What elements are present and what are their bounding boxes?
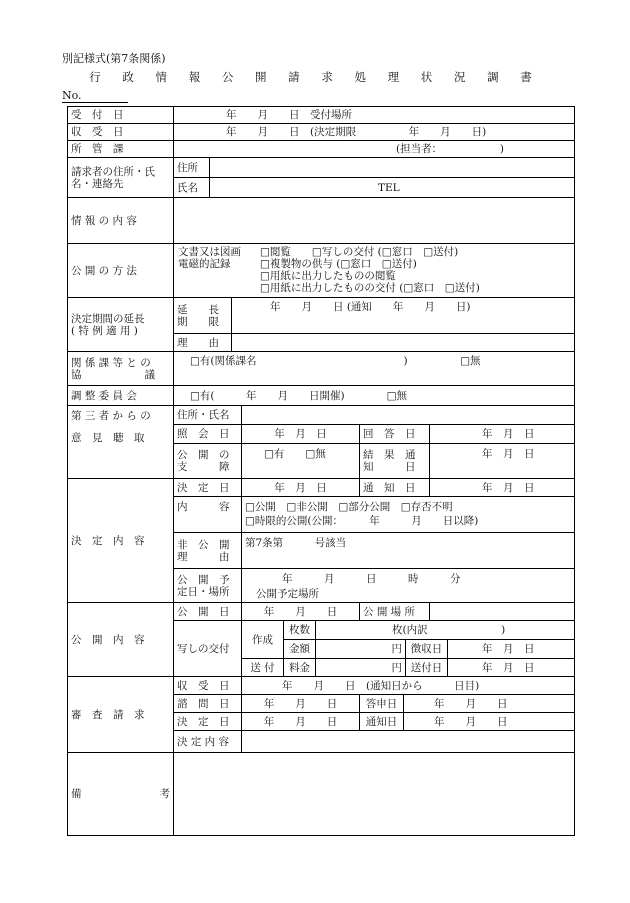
label-address: 住所: [173, 157, 209, 177]
label-kettei: 決 定 内 容: [67, 478, 173, 602]
encho-riyu-field[interactable]: [231, 333, 575, 351]
label-hikokai-line2: 理 由: [177, 550, 230, 563]
label-seikyusha: [67, 157, 173, 197]
kettei-naiyo-field[interactable]: [241, 496, 575, 532]
label-seikyusha-line1: 請求者の住所・氏: [71, 166, 155, 178]
label-kingaku: 金額: [283, 639, 315, 658]
label-biko-char1: 備: [71, 788, 82, 800]
kokai-date-field[interactable]: 年 月 日: [241, 602, 359, 620]
processing-status-form: [67, 106, 575, 836]
label-shuju: 収 受 日: [67, 123, 173, 140]
label-kokai-shisho-line1: 公 開 の: [177, 449, 230, 461]
label-encho-line1: 決定期間の延長: [71, 312, 145, 325]
label-kokai-date: 公 開 日: [173, 602, 241, 620]
label-yotei-line1: 公 開 予: [177, 573, 230, 586]
label-daisansha-addr: 住所・氏名: [173, 405, 241, 424]
label-shinsa-shuju: 収 受 日: [173, 676, 241, 694]
kettei-tsuchi-field[interactable]: 年 月 日: [429, 478, 575, 496]
kokai-place-field[interactable]: [429, 602, 575, 620]
encho-kikan-field[interactable]: 年 月 日 (通知 年 月 日): [231, 297, 575, 333]
label-seikyusha-line2: 名・連絡先: [71, 178, 124, 190]
label-hikokai: [173, 532, 241, 568]
name-field[interactable]: TEL: [209, 177, 575, 197]
label-daisansha: [67, 405, 173, 478]
sofubi-field[interactable]: 年 月 日: [447, 658, 575, 676]
label-encho-kikan: [173, 297, 231, 333]
address-field[interactable]: [209, 157, 575, 177]
media-electronic: 電磁的記録: [178, 258, 231, 270]
kettei-naiyo-options-2[interactable]: □時限的公開(公開： 年 月 日以降): [245, 515, 479, 527]
label-encho-kikan-line2: 期 限: [177, 315, 219, 328]
shinsa-shuju-field[interactable]: 年 月 日 (通知日から 日目): [241, 676, 575, 694]
label-shinsa-kettei: 決 定 日: [173, 712, 241, 730]
label-kokai-shisho-line2: 支 障: [177, 461, 230, 473]
label-shimon: 諮 問 日: [173, 694, 241, 712]
label-shokan: 所 管 課: [67, 140, 173, 157]
label-maisu: 枚数: [283, 620, 315, 639]
label-kettei-date: 決 定 日: [173, 478, 241, 496]
method-option-1[interactable]: □閲覧 □写しの交付 (□窓口 □送付): [260, 246, 459, 258]
hikokai-field[interactable]: 第7条第 号該当: [241, 532, 575, 568]
method-option-4[interactable]: □用紙に出力したものの交付 (□窓口 □送付): [260, 282, 480, 294]
yotei-datetime: 年 月 日 時 分: [282, 573, 461, 585]
joho-naiyo-field[interactable]: [173, 197, 575, 243]
chosei-field[interactable]: □有( 年 月 日開催) □無: [173, 385, 575, 405]
maisu-field[interactable]: 枚(内訳 ): [315, 620, 575, 639]
label-encho-kikan-line1: 延 長: [177, 303, 219, 316]
number-label: No.: [62, 89, 82, 102]
number-field[interactable]: [62, 92, 128, 103]
label-kekka-tsuchi-line2: 知 日: [363, 461, 416, 473]
document-title: 行 政 情 報 公 開 請 求 処 理 状 況 調 書: [89, 70, 541, 84]
kokai-shisho-field[interactable]: □有 □無: [241, 443, 359, 478]
label-kokai-houhou: 公 開 の 方 法: [67, 243, 173, 297]
label-kokai-shisho: [173, 443, 241, 478]
label-uketsuke: 受 付 日: [67, 106, 173, 123]
kekka-tsuchi-field[interactable]: 年 月 日: [429, 443, 575, 478]
label-biko: [67, 752, 173, 836]
label-joho-naiyo: 情 報 の 内 容: [67, 197, 173, 243]
label-utsushi: 写しの交付: [173, 620, 241, 676]
label-kekka-tsuchi-line1: 結 果 通: [363, 449, 416, 461]
label-daisansha-line2: 意 見 聴 取: [71, 432, 145, 444]
label-kankei-line2: 協 議: [71, 368, 155, 381]
kaito-field[interactable]: 年 月 日: [429, 424, 575, 443]
label-toshin: 答申日: [359, 694, 403, 712]
shimon-field[interactable]: 年 月 日: [241, 694, 359, 712]
label-encho-line2: ( 特 例 適 用 ): [71, 324, 138, 337]
label-shinsa-naiyo: 決 定 内 容: [173, 730, 241, 752]
kankei-field[interactable]: □有(関係課名 ) □無: [173, 351, 575, 385]
kingaku-field[interactable]: 円: [315, 639, 405, 658]
shinsa-kettei-field[interactable]: 年 月 日: [241, 712, 359, 730]
label-kokai-place: 公 開 場 所: [359, 602, 429, 620]
label-ryokin: 料金: [283, 658, 315, 676]
label-sofu: 送 付: [241, 658, 283, 676]
label-hikokai-line1: 非 公 開: [177, 538, 230, 551]
label-kettei-tsuchi: 通 知 日: [359, 478, 429, 496]
shinsa-tsuchi-field[interactable]: 年 月 日: [403, 712, 575, 730]
media-document: 文書又は図画: [178, 246, 241, 258]
shinsa-naiyo-field[interactable]: [241, 730, 575, 752]
style-reference: 別記様式(第7条関係): [62, 52, 166, 65]
label-kekka-tsuchi: [359, 443, 429, 478]
kettei-naiyo-options-1[interactable]: □公開 □非公開 □部分公開 □存否不明: [245, 501, 453, 513]
kettei-date-field[interactable]: 年 月 日: [241, 478, 359, 496]
kokai-houhou-field[interactable]: [173, 243, 575, 297]
label-sofubi: 送付日: [405, 658, 447, 676]
shokai-field[interactable]: 年 月 日: [241, 424, 359, 443]
label-encho: [67, 297, 173, 351]
label-yotei: [173, 568, 241, 602]
label-shinsa: 審 査 請 求: [67, 676, 173, 752]
label-sakusei: 作成: [241, 620, 283, 658]
label-name: 氏名: [173, 177, 209, 197]
toshin-field[interactable]: 年 月 日: [403, 694, 575, 712]
daisansha-addr-field[interactable]: [241, 405, 575, 424]
label-kankei: [67, 351, 173, 385]
yotei-field[interactable]: [241, 568, 575, 602]
uketsuke-field[interactable]: 年 月 日 受付場所: [173, 106, 575, 123]
label-daisansha-line1: 第 三 者 か ら の: [71, 410, 151, 422]
label-kankei-line1: 関 係 課 等 と の: [71, 356, 151, 369]
label-shokai: 照 会 日: [173, 424, 241, 443]
label-kaito: 回 答 日: [359, 424, 429, 443]
label-shinsa-tsuchi: 通知日: [359, 712, 403, 730]
yotei-place: 公開予定場所: [256, 588, 319, 600]
method-option-2[interactable]: □複製物の供与 (□窓口 □送付): [260, 258, 417, 270]
choshu-field[interactable]: 年 月 日: [447, 639, 575, 658]
label-biko-char2: 考: [159, 788, 170, 800]
shokan-field[interactable]: (担当者： ): [173, 140, 575, 157]
shuju-field[interactable]: 年 月 日 (決定期限 年 月 日): [173, 123, 575, 140]
method-option-3[interactable]: □用紙に出力したものの閲覧: [260, 270, 396, 282]
label-kokai-naiyo: 公 開 内 容: [67, 602, 173, 676]
biko-field[interactable]: [173, 752, 575, 836]
label-kettei-naiyo: 内 容: [173, 496, 241, 532]
label-choshu: 徴収日: [405, 639, 447, 658]
label-encho-riyu: 理 由: [173, 333, 231, 351]
label-chosei: 調 整 委 員 会: [67, 385, 173, 405]
ryokin-field[interactable]: 円: [315, 658, 405, 676]
label-yotei-line2: 定日・場所: [177, 585, 230, 598]
